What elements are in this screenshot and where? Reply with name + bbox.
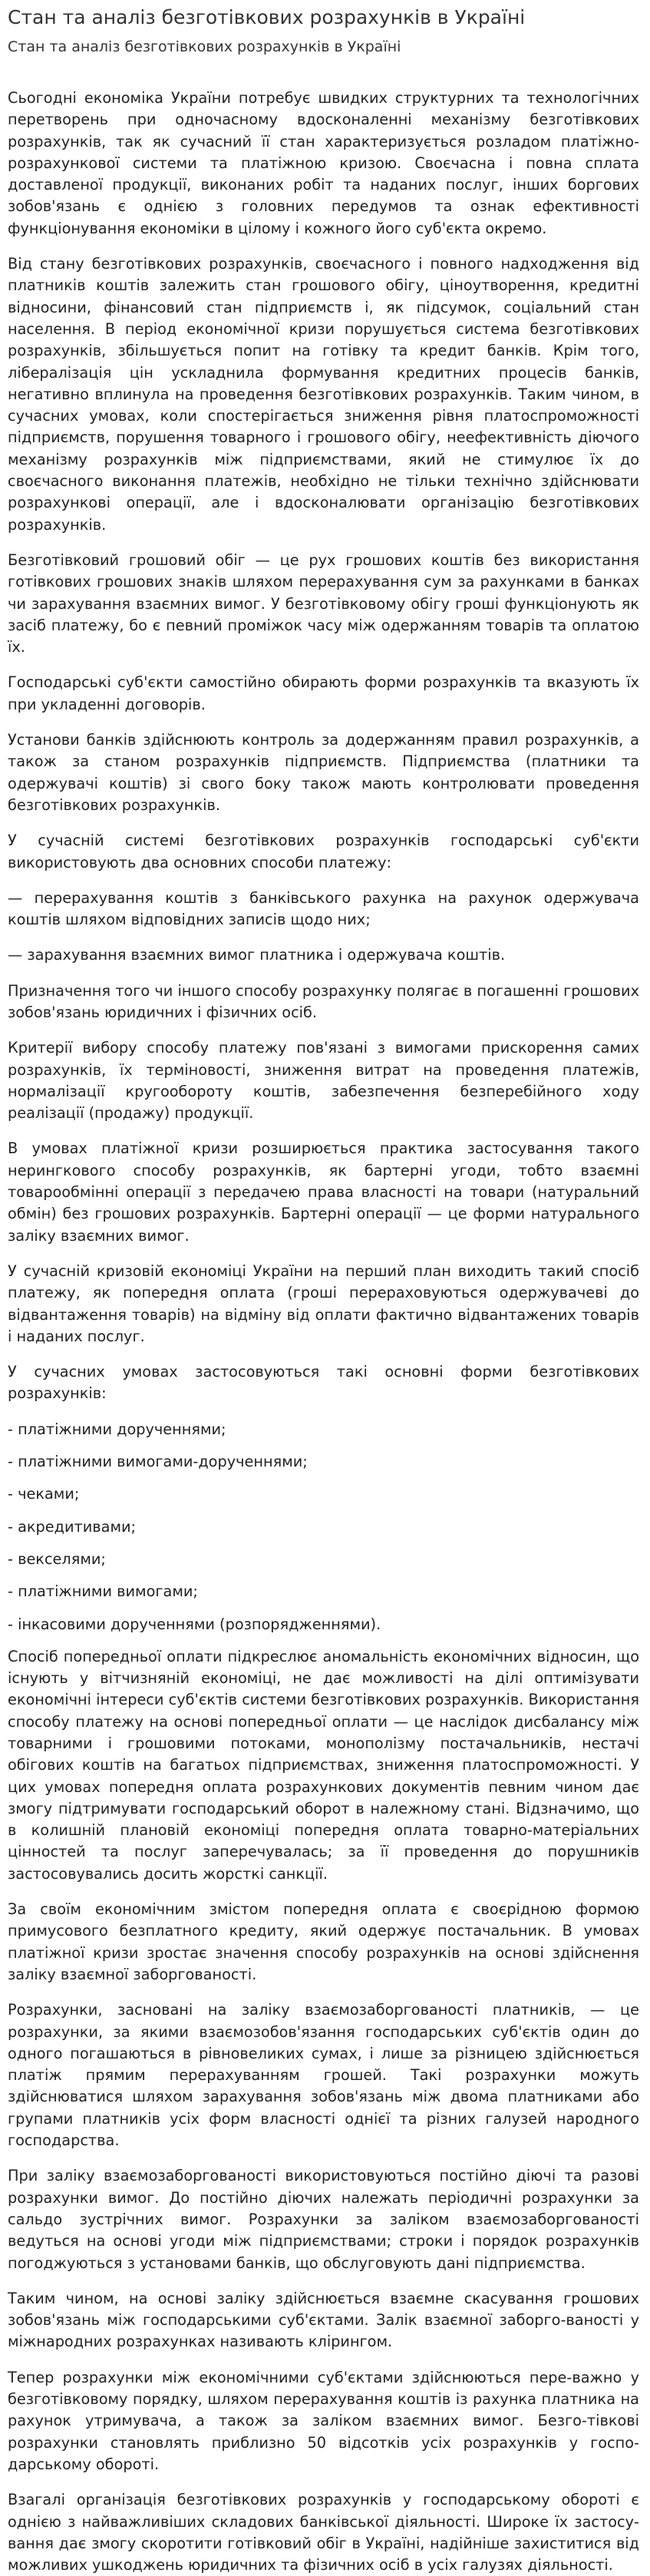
list-item: - платіжними вимогами-дорученнями; bbox=[8, 1453, 308, 1471]
paragraph: У сучасних умовах застосовуються такі основні форми безготівкових розрахунків: bbox=[8, 1363, 639, 1403]
list-item: - акредитивами; bbox=[8, 1517, 137, 1536]
paragraph: Розрахунки, засновані на заліку взаємозаборгованості платників, — це розрахунки, за якими взаємозобов'язання господарських суб'єктів один до одного погашаються в рівновеликих сумах, і лише за різницею здійснюється платіж прямим перерахуванням грошей. Такі розрахунки можуть здійснюватися шляхом зарахування зобов'язань між двома платниками або групами платників усіх форм власності однієї та різних галузей народного господарства. bbox=[8, 2001, 639, 2150]
paragraph: В умовах платіжної кризи розширюється практика застосування такого нерингкового способу розрахунків, як бартерні угоди, тобто взаємні товарообмінні операції з передачею права власності на товари (натуральний обмін) без грошових розрахунків. Бартерні операції — це форми натурального заліку взаємних вимог. bbox=[8, 1139, 639, 1245]
paragraph: Спосіб попередньої оплати підкреслює аномальність економічних відносин, що існують у вітчизняній економіці, не дає можливості на ділі оптимізувати економічні інтереси суб'єктів системи безготівкових розрахунків. Використання способу платежу на основі попередньої оплати — це наслідок дисбалансу між товарними і грошовими потоками, монополізму постачальників, нестачі обігових коштів на багатьох підприємствах, зниження платоспроможності. У цих умовах попередня оплата розрахункових документів певним чином дає змогу підтримувати господарський оборот в належному стані. Відзначимо, що в колишній плановій економіці попередня оплата товарно-матеріальних цінностей та послуг заперечувалась; за її проведення до порушників застосовувались досить жорсткі санкції. bbox=[8, 1647, 639, 1883]
paragraph: Сьогодні економіка України потребує швидких структурних та технологічних перетворень при одночасному вдосконаленні механізму безготівкових розрахунків, так як сучасний її стан характеризується розладом платіжно-розрахункової системи та платіжною кризою. Своєчасна і повна сплата доставленої продукції, виконаних робіт та наданих послуг, інших боргових зобов'язань є однією з головних передумов та ознак ефективності функціонування економіки в цілому і кожного його суб'єкта окремо. bbox=[8, 89, 639, 237]
page-subtitle: Стан та аналіз безготівкових розрахунків в Україні bbox=[8, 38, 401, 55]
paragraph: Критерії вибору способу платежу пов'язані з вимогами прискорення самих розрахунків, їх терміновості, зниження витрат на проведення платежів, нормалізації кругообороту коштів, забезпечення безперебійного ходу реалізації (продажу) продукції. bbox=[8, 1039, 639, 1123]
list-item: — зарахування взаємних вимог платника і одержувача коштів. bbox=[8, 946, 506, 964]
paragraph: Від стану безготівкових розрахунків, своєчасного і повного надходження від платників коштів залежить стан грошового обігу, ціноутворення, кредитні відносини, фінансовий стан підприємств і, як підсумок, соціальний стан населення. В період економічної кризи порушується система безготівкових розрахунків, збільшується попит на готівку та кредит банків. Крім того, лібералізація цін ускладнила формування кредитних процесів банків, негативно вплинула на проведення безготівкових розрахунків. Таким чином, в сучасних умовах, коли спостерігається зниження рівня платоспроможності підприємств, порушення товарного і грошового обігу, неефективність діючого механізму розрахунків між підприємствами, який не стимулює їх до своєчасного виконання платежів, необхідно не тільки технічно здійснювати розрахункові операції, але і вдосконалювати організацію безготівкових розрахунків. bbox=[8, 255, 639, 534]
list-item: - платіжними дорученнями; bbox=[8, 1420, 226, 1438]
paragraph: Призначення того чи іншого способу розрахунку полягає в погашенні грошових зобов'язань юридичних і фізичних осіб. bbox=[8, 981, 639, 1021]
list-item: - векселями; bbox=[8, 1549, 106, 1568]
paragraph: Таким чином, на основі заліку здійснюється взаємне скасування грошових зобов'язань між господарськими суб'єктами. Залік взаємної заборго-ваності у міжнародних розрахунках називають клірингом. bbox=[8, 2289, 639, 2351]
list-item: - платіжними вимогами; bbox=[8, 1582, 198, 1601]
paragraph: У сучасній системі безготівкових розрахунків господарські суб'єкти використовують два основних способи платежу: bbox=[8, 832, 639, 871]
paragraph: Взагалі організація безготівкових розрахунків у господарському обороті є однією з найважливіших складових банківської діяльності. Широке їх застосу-вання дає змогу скоротити готівковий обіг в Україні, надійніше захиститися від можливих ушкоджень юридичних та фізичних осіб в усіх галузях діяльності. bbox=[8, 2491, 639, 2574]
page-title: Стан та аналіз безготівкових розрахунків в Україні bbox=[8, 6, 526, 28]
list-item: - інкасовими дорученнями (розпорядженнями). bbox=[8, 1615, 381, 1633]
paragraph: Господарські суб'єкти самостійно обирають форми розрахунків та вказують їх при укладенні договорів. bbox=[8, 673, 639, 713]
paragraph: Безготівковий грошовий обіг — це рух грошових коштів без використання готівкових грошових знаків шляхом перерахування сум за рахунками в банках чи зарахування взаємних вимог. У безготівковому обігу гроші функціонують як засіб платежу, бо є певний проміжок часу між одержанням товарів та оплатою їх. bbox=[8, 551, 639, 656]
paragraph: За своїм економічним змістом попередня оплата є своєрідною формою примусового безплатного кредиту, який одержує постачальник. В умовах платіжної кризи зростає значення способу розрахунків на основі здійснення заліку взаємної заборгованості. bbox=[8, 1900, 639, 1983]
paragraph: Установи банків здійснюють контроль за додержанням правил розрахунків, а також за станом розрахунків підприємств. Підприємства (платники та одержувачі коштів) зі свого боку також мають контролювати проведення безготівкових розрахунків. bbox=[8, 731, 639, 814]
list-item: — перерахування коштів з банківського рахунка на рахунок одержувача коштів шляхом відповідних записів щодо них; bbox=[8, 888, 639, 929]
paragraph: При заліку взаємозаборгованості використовуються постійно діючі та разові розрахунки вимог. До постійно діючих належать періодичні розрахунки за сальдо зустрічних вимог. Розрахунки за заліком взаємозаборгованості ведуться на основі угоди між підприємствами; строки і порядок розрахунків погоджуються з установами банків, що обслуговують дані підприємства. bbox=[8, 2167, 639, 2272]
paragraph: У сучасній кризовій економіці України на перший план виходить такий спосіб платежу, як попередня оплата (гроші перераховуються одержувачеві до відвантаження товарів) на відміну від оплати фактично відвантажених товарів і наданих послуг. bbox=[8, 1262, 639, 1345]
list-item: - чеками; bbox=[8, 1485, 80, 1503]
paragraph: Тепер розрахунки між економічними суб'єктами здійснюються пере-важно у безготівковому порядку, шляхом перерахування коштів із рахунка платника на рахунок утримувача, а також за заліком взаємних вимог. Безго-тівкові розрахунки становлять приблизно 50 відсотків усіх розрахунків у госпо-дарському обороті. bbox=[8, 2368, 639, 2473]
